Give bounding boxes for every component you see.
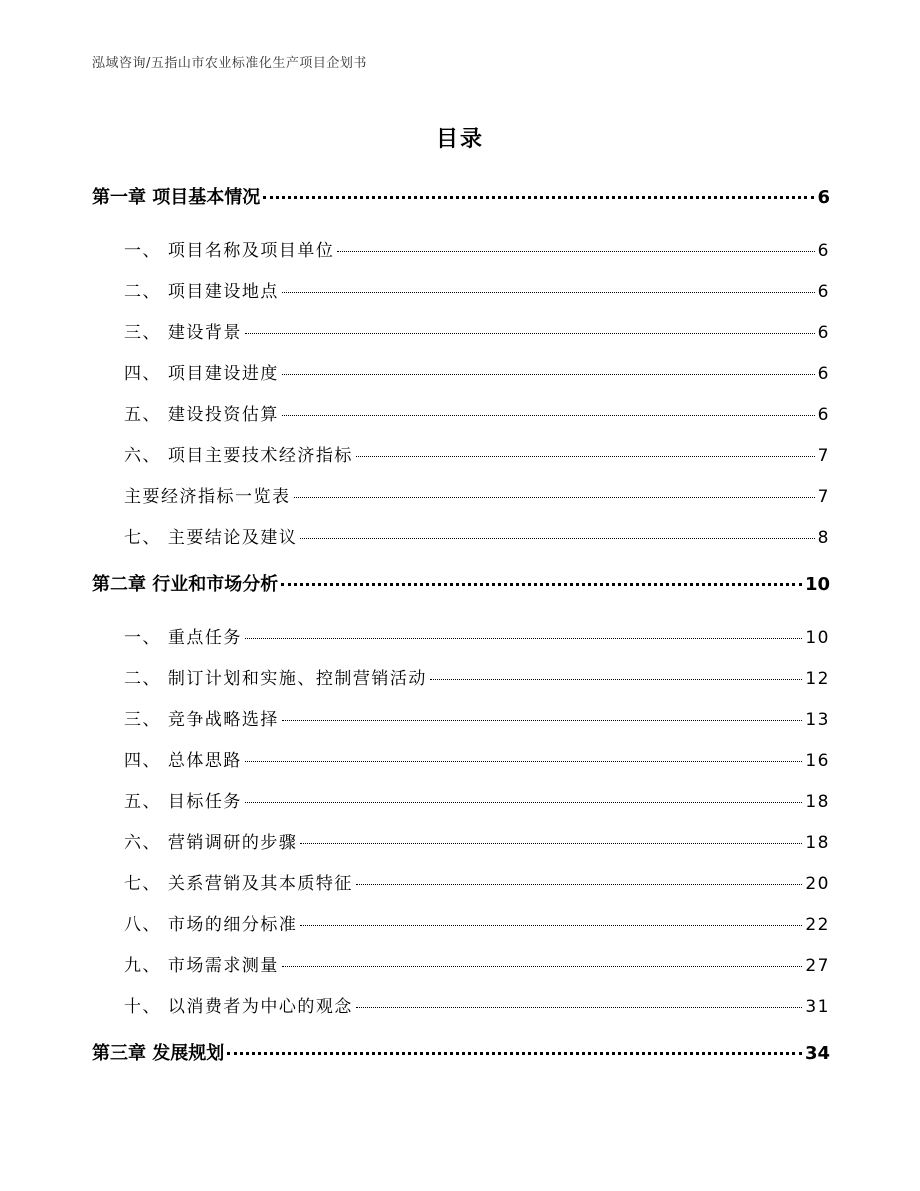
toc-entry-label: 三、 建设背景 [124,323,242,343]
toc-page-number: 22 [805,915,830,935]
toc-section-entry[interactable] [92,354,830,395]
toc-entry-label: 七、 关系营销及其本质特征 [124,874,353,894]
toc-entry-label: 五、 建设投资估算 [124,405,279,425]
toc-leader-dots [245,638,802,639]
toc-entry-label: 八、 市场的细分标准 [124,915,298,935]
toc-leader-dots [282,720,802,721]
toc-chapter-entry[interactable] [92,178,830,218]
toc-page-number: 16 [805,751,830,771]
toc-page-number: 6 [817,282,830,302]
toc-section-entry[interactable] [92,741,830,782]
toc-leader-dots [294,497,815,498]
toc-entry-label: 一、 重点任务 [124,628,242,648]
toc-entry-label: 六、 项目主要技术经济指标 [124,446,353,466]
toc-entry-label: 主要经济指标一览表 [124,487,291,507]
toc-page-number: 6 [817,364,830,384]
toc-section-entry[interactable] [92,782,830,823]
toc-leader-dots [282,292,815,293]
toc-entry-label: 第一章 项目基本情况 [92,187,261,208]
toc-page-number: 6 [817,405,830,425]
toc-section-entry[interactable] [92,946,830,987]
toc-section-entry[interactable] [92,231,830,272]
toc-leader-dots [300,925,802,926]
toc-title: 目录 [435,127,484,152]
toc-page-number: 12 [805,669,830,689]
toc-leader-dots [263,196,814,199]
toc-entry-label: 一、 项目名称及项目单位 [124,241,335,261]
toc-leader-dots [300,843,802,844]
toc-section-entry[interactable] [92,659,830,700]
toc-leader-dots [430,679,802,680]
toc-leader-dots [282,966,802,967]
toc-chapter-entry[interactable] [92,565,830,605]
toc-entry-label: 五、 目标任务 [124,792,242,812]
toc-entry-label: 二、 制订计划和实施、控制营销活动 [124,669,427,689]
toc-page-number: 18 [805,792,830,812]
toc-leader-dots [356,1007,802,1008]
toc-leader-dots [245,761,802,762]
toc-section-entry[interactable] [92,477,830,518]
toc-section-entry[interactable] [92,436,830,477]
toc-section-entry[interactable] [92,987,830,1028]
toc-page-number: 6 [817,187,830,208]
toc-leader-dots [281,583,802,586]
toc-entry-label: 十、 以消费者为中心的观念 [124,997,353,1017]
toc-entry-label: 九、 市场需求测量 [124,956,279,976]
toc-entry-label: 七、 主要结论及建议 [124,528,298,548]
toc-page-number: 10 [804,574,830,595]
toc-chapter-entry[interactable] [92,1034,830,1074]
toc-section-entry[interactable] [92,864,830,905]
toc-entry-label: 第二章 行业和市场分析 [92,574,279,595]
toc-leader-dots [245,802,802,803]
toc-section-entry[interactable] [92,905,830,946]
table-of-contents [92,178,830,1087]
toc-section-entry[interactable] [92,313,830,354]
toc-page-number: 6 [817,241,830,261]
toc-leader-dots [245,333,815,334]
toc-page-number: 27 [805,956,830,976]
toc-section-entry[interactable] [92,618,830,659]
toc-leader-dots [282,374,815,375]
toc-leader-dots [282,415,815,416]
toc-entry-label: 四、 项目建设进度 [124,364,279,384]
toc-leader-dots [356,456,815,457]
toc-page-number: 18 [805,833,830,853]
toc-page-number: 31 [805,997,830,1017]
toc-page-number: 7 [817,487,830,507]
toc-page-number: 10 [805,628,830,648]
toc-entry-label: 三、 竞争战略选择 [124,710,279,730]
toc-section-entry[interactable] [92,700,830,741]
toc-entry-label: 六、 营销调研的步骤 [124,833,298,853]
toc-page-number: 13 [805,710,830,730]
toc-leader-dots [337,251,814,252]
toc-entry-label: 四、 总体思路 [124,751,242,771]
toc-page-number: 20 [805,874,830,894]
toc-section-entry[interactable] [92,272,830,313]
toc-page-number: 8 [817,528,830,548]
toc-section-entry[interactable] [92,518,830,559]
running-header: 泓域咨询/五指山市农业标准化生产项目企划书 [92,56,367,71]
toc-page-number: 34 [804,1043,830,1064]
toc-leader-dots [300,538,814,539]
toc-leader-dots [356,884,802,885]
toc-leader-dots [227,1052,802,1055]
toc-section-entry[interactable] [92,823,830,864]
toc-entry-label: 二、 项目建设地点 [124,282,279,302]
toc-page-number: 7 [817,446,830,466]
toc-entry-label: 第三章 发展规划 [92,1043,225,1064]
toc-page-number: 6 [817,323,830,343]
toc-section-entry[interactable] [92,395,830,436]
